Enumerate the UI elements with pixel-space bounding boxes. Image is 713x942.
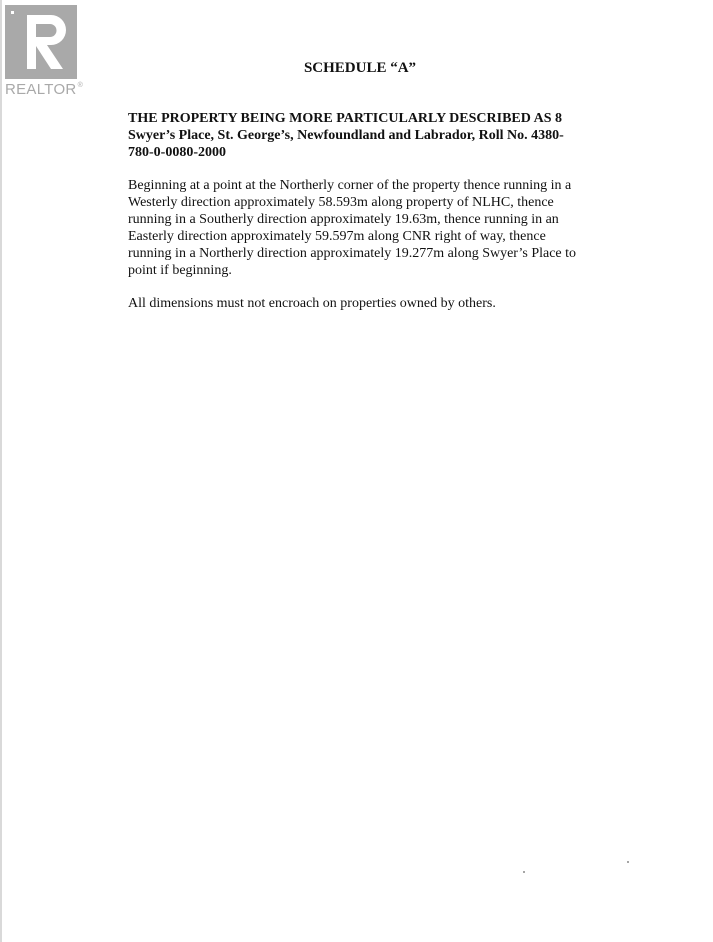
scan-speck <box>523 871 525 873</box>
property-heading: THE PROPERTY BEING MORE PARTICULARLY DESCRIBED AS 8 Swyer’s Place, St. George’s, Newfoundland and Labrador, Roll No. 4380-780-0-0080-2000 <box>128 111 564 160</box>
encroachment-note: All dimensions must not encroach on properties owned by others. <box>128 296 496 311</box>
legal-description-paragraph: Beginning at a point at the Northerly corner of the property thence running in a Westerly direction approximately 58.593m along property of NLHC, thence running in a Southerly direction approximately 19.63m, thence running in an Easterly direction approximately 59.597m along CNR right of way, thence running in a Northerly direction approximately 19.277m along Swyer’s Place to point if beginning. <box>128 178 577 278</box>
schedule-title: SCHEDULE “A” <box>303 60 417 76</box>
scan-speck <box>627 861 629 863</box>
registered-mark: ® <box>77 82 84 89</box>
realtor-watermark-text <box>5 81 83 98</box>
realtor-wordmark: REALTOR <box>5 81 77 98</box>
realtor-watermark <box>5 5 83 100</box>
page-edge <box>0 0 2 942</box>
